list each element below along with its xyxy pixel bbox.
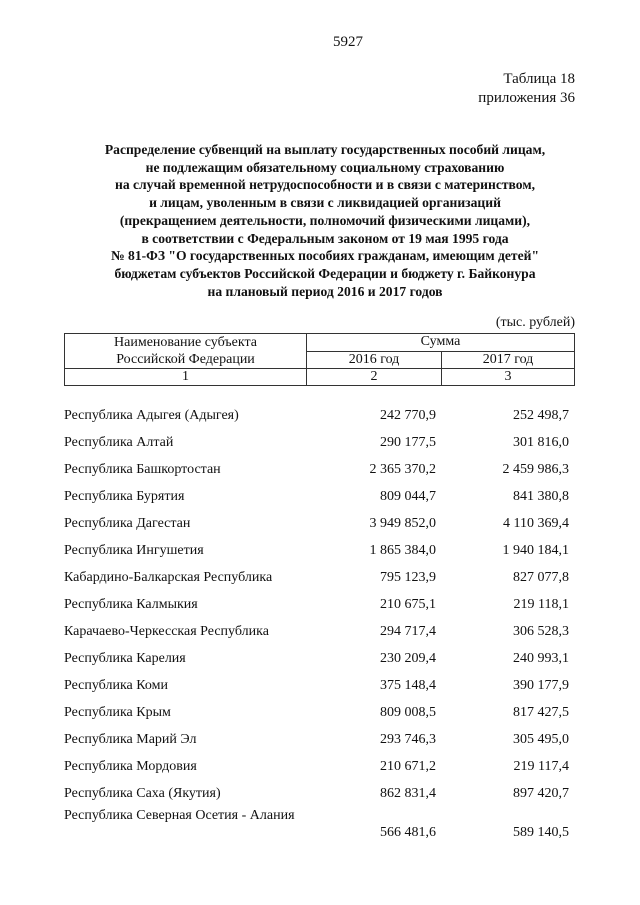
value-2017: 305 495,0 (513, 732, 569, 747)
header-subject-name (65, 334, 307, 369)
value-2017: 301 816,0 (513, 435, 569, 450)
value-2017: 390 177,9 (513, 678, 569, 693)
table-row (64, 780, 575, 807)
subject-name: Республика Северная Осетия - Алания (64, 808, 295, 823)
value-2017: 219 117,4 (513, 759, 569, 774)
table-label (478, 70, 575, 108)
header-sum: Сумма (307, 334, 575, 352)
value-2016: 809 044,7 (380, 489, 436, 504)
value-2017: 897 420,7 (513, 786, 569, 801)
value-2016: 795 123,9 (380, 570, 436, 585)
title-line: на плановый период 2016 и 2017 годов (207, 283, 443, 299)
value-2016: 293 746,3 (380, 732, 436, 747)
table-row (64, 618, 575, 645)
table-row (64, 510, 575, 537)
value-2017: 841 380,8 (513, 489, 569, 504)
table-header (64, 333, 575, 386)
table-row (64, 402, 575, 429)
title-line: (прекращением деятельности, полномочий физическими лицами), (119, 212, 531, 228)
page-number: 5927 (333, 34, 363, 50)
title-line: на случай временной нетрудоспособности и в связи с материнством, (114, 177, 535, 193)
table-row (64, 645, 575, 672)
value-2016: 294 717,4 (380, 624, 436, 639)
header-col-number-2: 2 (307, 369, 442, 386)
subject-name: Республика Коми (64, 678, 168, 693)
header-col-number-1: 1 (65, 369, 307, 386)
header-subject-line2: Российской Федерации (116, 352, 255, 367)
value-2017: 817 427,5 (513, 705, 569, 720)
table-row (64, 726, 575, 753)
value-2016: 375 148,4 (380, 678, 436, 693)
value-2016: 566 481,6 (380, 825, 436, 840)
value-2016: 1 865 384,0 (369, 543, 436, 558)
value-2017: 306 528,3 (513, 624, 569, 639)
subject-name: Республика Башкортостан (64, 462, 221, 477)
subject-name: Республика Адыгея (Адыгея) (64, 408, 239, 423)
title-line: и лицам, уволенным в связи с ликвидацией организаций (149, 195, 501, 211)
value-2016: 230 209,4 (380, 651, 436, 666)
value-2017: 589 140,5 (513, 825, 569, 840)
value-2016: 809 008,5 (380, 705, 436, 720)
table-row (64, 591, 575, 618)
value-2016: 862 831,4 (380, 786, 436, 801)
subject-name: Кабардино-Балкарская Республика (64, 570, 273, 585)
value-2016: 210 671,2 (380, 759, 436, 774)
subject-name: Республика Дагестан (64, 516, 191, 531)
subject-name: Республика Марий Эл (64, 732, 197, 747)
subject-name: Республика Калмыкия (64, 597, 198, 612)
table-label-number: Таблица 18 (503, 71, 575, 87)
header-subject-line1: Наименование субъекта (114, 335, 257, 350)
title-line: № 81-ФЗ "О государственных пособиях гражданам, имеющим детей" (110, 248, 540, 264)
table-row (64, 699, 575, 726)
value-2016: 242 770,9 (380, 408, 436, 423)
table-row (64, 429, 575, 456)
subject-name: Карачаево-Черкесская Республика (64, 624, 269, 639)
units-label: (тыс. рублей) (495, 315, 575, 330)
subject-name: Республика Саха (Якутия) (64, 786, 221, 801)
subject-name: Республика Мордовия (64, 759, 197, 774)
table-row (64, 672, 575, 699)
subject-name: Республика Бурятия (64, 489, 185, 504)
subject-name: Республика Крым (64, 705, 171, 720)
value-2017: 1 940 184,1 (502, 543, 569, 558)
value-2017: 240 993,1 (513, 651, 569, 666)
value-2017: 252 498,7 (513, 408, 569, 423)
header-year-2017: 2017 год (442, 351, 575, 369)
subject-name: Республика Карелия (64, 651, 186, 666)
header-col-number-3: 3 (442, 369, 575, 386)
value-2016: 3 949 852,0 (369, 516, 436, 531)
table-body (64, 402, 575, 843)
table-row (64, 564, 575, 591)
title-line: Распределение субвенций на выплату государственных пособий лицам, (104, 142, 546, 157)
table-label-appendix: приложения 36 (478, 90, 575, 106)
value-2017: 4 110 369,4 (503, 516, 569, 531)
title-line: бюджетам субъектов Российской Федерации и бюджету г. Байконура (114, 265, 536, 281)
subject-name: Республика Ингушетия (64, 543, 204, 558)
value-2017: 2 459 986,3 (502, 462, 569, 477)
table-row (64, 807, 575, 843)
title-line: в соответствии с Федеральным законом от 19 мая 1995 года (141, 230, 509, 246)
table-row (64, 456, 575, 483)
value-2017: 827 077,8 (513, 570, 569, 585)
title-line: не подлежащим обязательному социальному страхованию (145, 159, 505, 175)
value-2016: 2 365 370,2 (369, 462, 436, 477)
table-row (64, 537, 575, 564)
table-row (64, 753, 575, 780)
value-2016: 290 177,5 (380, 435, 436, 450)
table-row (64, 483, 575, 510)
document-title (60, 141, 590, 300)
header-year-2016: 2016 год (307, 351, 442, 369)
value-2016: 210 675,1 (380, 597, 436, 612)
subject-name: Республика Алтай (64, 435, 174, 450)
value-2017: 219 118,1 (513, 597, 569, 612)
